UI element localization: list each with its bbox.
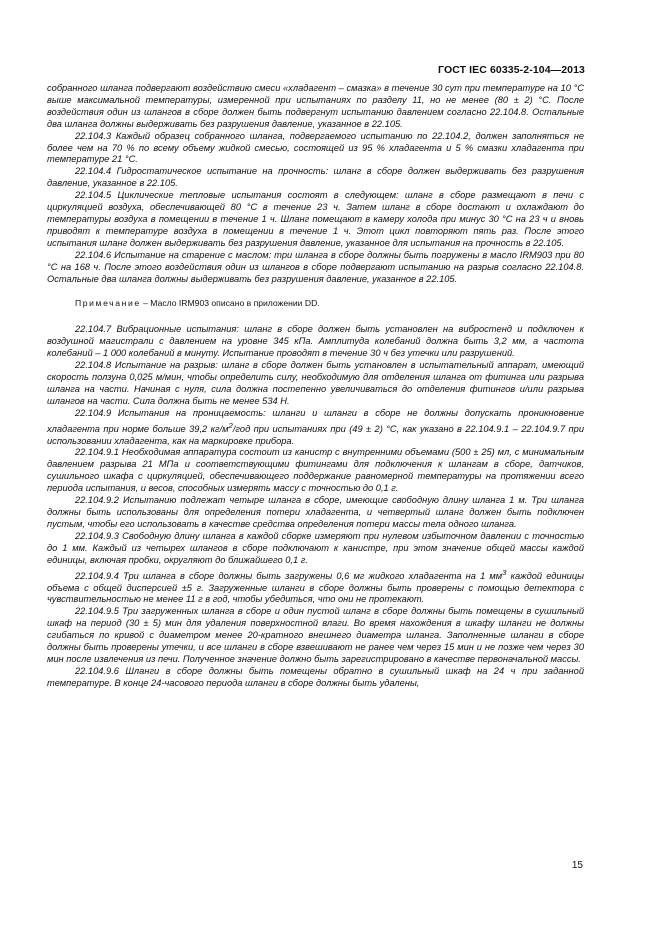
paragraph-22-104-5: 22.104.5 Циклические тепловые испытания состоят в следующем: шланг в сборе размещают в печи с циркуляцией воздуха, обеспечивающей 80 °С в течение 23 ч. Затем шланг в сборе достают и охлаждают до температуры воздуха в помещении в течение 1 ч. Шланг помещают в камеру холода при минус 30 °С на 23 ч и вновь приводят к температуре воздуха в помещении в течение 1 ч. Этот цикл повторяют пять раз. После этого испытания шланг должен выдерживать без разрушения давление, указанное для испытания на прочность в 22.105.: [47, 190, 584, 248]
p94-superscript: 3: [502, 567, 507, 577]
paragraph-continuation: собранного шланга подвергают воздействию смеси «хладагент – смазка» в течение 30 сут при температуре на 10 °С выше максимальной температуры, измеренной при испытаниях по разделу 11, но не менее (80 ± 2) °С. После воздействия один из шлангов в сборе должен быть подвергнут испытанию давлением согласно 22.104.8. Остальные два шланга должны выдерживать без разрушения давление, указанное в 22.105.: [47, 83, 584, 129]
page-number: 15: [571, 860, 583, 871]
paragraph-22-104-6: 22.104.6 Испытание на старение с маслом: три шланга в сборе должны быть погружены в масло IRM903 при 80 °С на 168 ч. После этого воздействия один из шлангов в сборе подвергают испытанию на разрыв согласно 22.104.8. Остальные два шланга должны выдерживать без разрушения давление, указанное в 22.105.: [47, 249, 584, 284]
note-text: – Масло IRM903 описано в приложении DD.: [143, 298, 320, 309]
paragraph-22-104-9-4: [47, 567, 584, 607]
paragraph-22-104-9-6: 22.104.9.6 Шланги в сборе должны быть помещены обратно в сушильный шкаф на 24 ч при заданной температуре. В конце 24-часового периода шланги в сборе должны быть удалены,: [47, 665, 584, 688]
paragraph-22-104-9-1: 22.104.9.1 Необходимая аппаратура состоит из канистр с внутренними объемами (500 ± 25) мл, с минимальным давлением разрыва 21 МПа и соответствующими фитингами для подключения к шлангам в сборе, датчиков, сушильного шкафа с циркуляцией, обеспечивающего поддержание равномерной температуры на протяжении всего периода испытания, и весов, способных измерять массу с точностью до 0,1 г.: [47, 447, 584, 494]
paragraph-22-104-9: [47, 408, 584, 448]
note-label: Примечание: [75, 298, 141, 309]
document-body: [47, 83, 584, 690]
document-id-header: ГОСТ IEC 60335-2-104—2013: [438, 64, 585, 76]
p94-text-a: 22.104.9.4 Три шланга в сборе должны быть загружены 0,6 мг жидкого хладагента на 1 мм: [75, 570, 503, 581]
note: [47, 298, 584, 310]
paragraph-22-104-9-2: 22.104.9.2 Испытанию подлежат четыре шланга в сборе, имеющие свободную длину шланга 1 м. Три шланга должны быть использованы для определения потери хладагента, и четвертый шланг должен быть подключен пустым, чтобы его использовать в качестве средства определения потери массы тела одного шланга.: [47, 495, 584, 529]
p9-superscript: 2: [228, 420, 233, 430]
p9-text-b: /год при испытаниях при (49 ± 2) °С, как указано в 22.104.9.1 – 22.104.9.7 при использовании хладагента, как на маркировке прибора.: [47, 423, 584, 446]
p94-text-b: каждой единицы объема с общей дисперсией ±5 г. Загруженные шланги в сборе должны быть проверены с помощью детектора с чувствительностью не менее 11 г в год, чтобы убедиться, что они не протекают.: [47, 570, 585, 605]
paragraph-22-104-9-5: 22.104.9.5 Три загруженных шланга в сборе и один пустой шланг в сборе должны быть помещены в сушильный шкаф на период (30 ± 5) мин для удаления поверхностной влаги. Во время нахождения в шкафу шланги не должны сгибаться по кривой с диаметром менее 20-кратного внешнего диаметра шланга. Заполненные шланги в сборе должны быть проверены утечки, и все шланги в сборе взвешивают не ранее чем через 15 мин и не позже чем через 30 мин после извлечения из печи. Полученное значение должно быть зарегистрировано в качестве первоначальной массы.: [47, 606, 584, 664]
paragraph-22-104-4: 22.104.4 Гидростатическое испытание на прочность: шланг в сборе должен выдерживать без разрушения давление, указанное в 22.105.: [47, 166, 584, 189]
paragraph-22-104-8: 22.104.8 Испытание на разрыв: шланг в сборе должен быть установлен в испытательный аппарат, имеющий скорость ползуна 0,025 м/мин, чтобы определить силу, необходимую для отделения шланга от фитинга или разрыва шланга на части. Начиная с нуля, сила должна постепенно увеличиваться до отделения фитингов и/или разрыва шлангов на части. Сила должна быть не менее 534 Н.: [47, 360, 584, 406]
p9-text-a: 22.104.9 Испытания на проницаемость: шланги и шланги в сборе не должны допускать проникновение хладагента при норме больше 39,2 кг/м: [47, 407, 584, 434]
paragraph-22-104-3: 22.104.3 Каждый образец собранного шланга, подвергаемого испытанию по 22.104.2, должен заполняться не более чем на 70 % по всему объему жидкой смесью, состоящей из 95 % хладагента и 5 % смазки хладагента при температуре 21 °С.: [47, 130, 584, 165]
paragraph-22-104-9-3: 22.104.9.3 Свободную длину шланга в каждой сборке измеряют при нулевом избыточном давлении с точностью до 1 мм. Каждый из четырех шлангов в сборе подключают к канистре, при этом значение общей массы каждой единицы, включая пробки, округляют до ближайшего 0,1 г.: [47, 530, 584, 565]
paragraph-22-104-7: 22.104.7 Вибрационные испытания: шланг в сборе должен быть установлен на вибростенд и подключен к воздушной магистрали с давлением на уровне 345 кПа. Амплитуда колебаний должна быть 3,2 мм, а частота колебаний – 1 000 колебаний в минуту. Испытание проводят в течение 30 ч без утечки или разрушений.: [47, 324, 584, 359]
